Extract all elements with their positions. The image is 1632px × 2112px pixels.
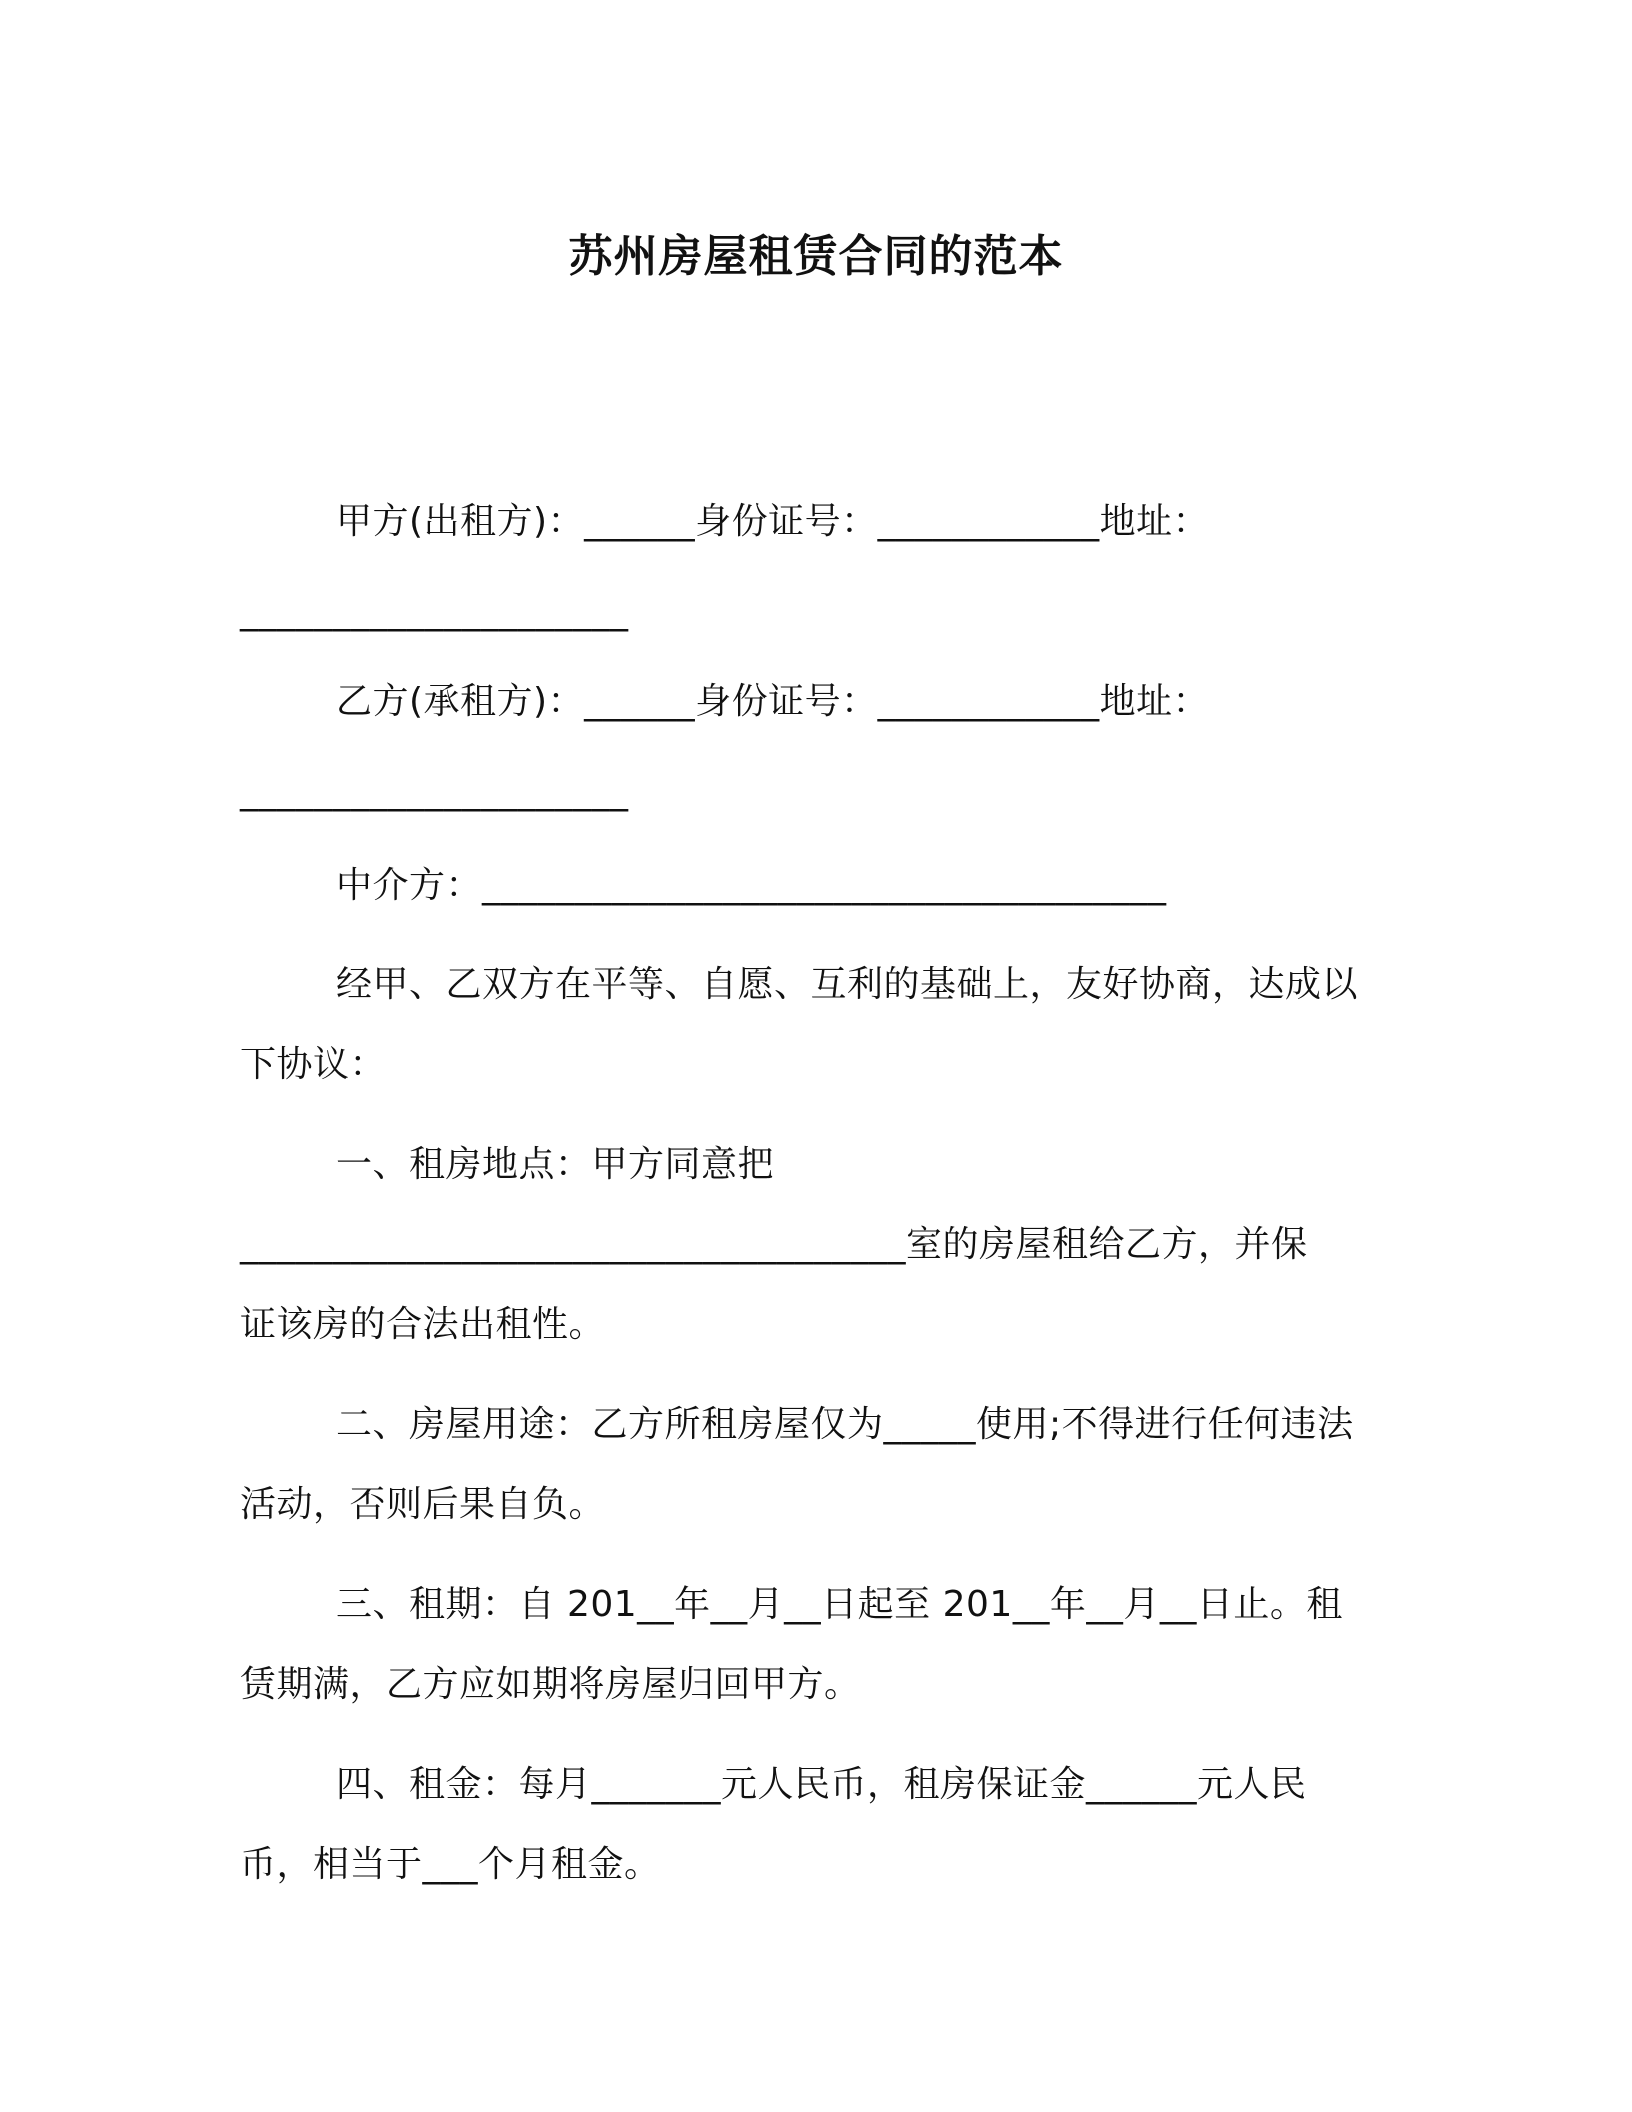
intro-paragraph: [240, 945, 1380, 1105]
party-b-line-2: _____________________: [240, 771, 629, 812]
party-a-line-1: 甲方(出租方)：______身份证号：____________地址：: [336, 501, 1210, 542]
intro-line-2: 下协议：: [240, 1044, 387, 1085]
agent-paragraph: [240, 846, 1380, 926]
clause-2-paragraph: [240, 1385, 1380, 1545]
clause-1-line-1: 一、租房地点：甲方同意把: [336, 1144, 775, 1185]
intro-line-1: 经甲、乙双方在平等、自愿、互利的基础上，友好协商，达成以: [336, 964, 1359, 1005]
clause-1-line-3: 证该房的合法出租性。: [240, 1304, 606, 1345]
document-title: 苏州房屋租赁合同的范本: [568, 231, 1064, 282]
agent-line-1: 中介方：_____________________________________: [336, 865, 1167, 906]
clause-1-paragraph: [240, 1125, 1380, 1365]
clause-3-line-1: 三、租期：自 201__年__月__日起至 201__年__月__日止。租: [336, 1584, 1343, 1625]
clause-4-paragraph: [240, 1745, 1380, 1905]
clause-2-line-2: 活动，否则后果自负。: [240, 1484, 606, 1525]
clause-2-line-1: 二、房屋用途：乙方所租房屋仅为_____使用;不得进行任何违法: [336, 1404, 1354, 1445]
clause-3-paragraph: [240, 1565, 1380, 1725]
clause-4-line-1: 四、租金：每月_______元人民币，租房保证金______元人民: [336, 1764, 1307, 1805]
clause-4-line-2: 币，相当于___个月租金。: [240, 1844, 661, 1885]
party-a-line-2: _____________________: [240, 591, 629, 632]
clause-3-line-2: 赁期满，乙方应如期将房屋归回甲方。: [240, 1664, 861, 1705]
party-b-line-1: 乙方(承租方)：______身份证号：____________地址：: [336, 681, 1210, 722]
party-a-paragraph: [240, 482, 1380, 652]
clause-1-line-2: ____________________________________室的房屋租给乙方，并保: [240, 1224, 1308, 1265]
party-b-paragraph: [240, 662, 1380, 832]
